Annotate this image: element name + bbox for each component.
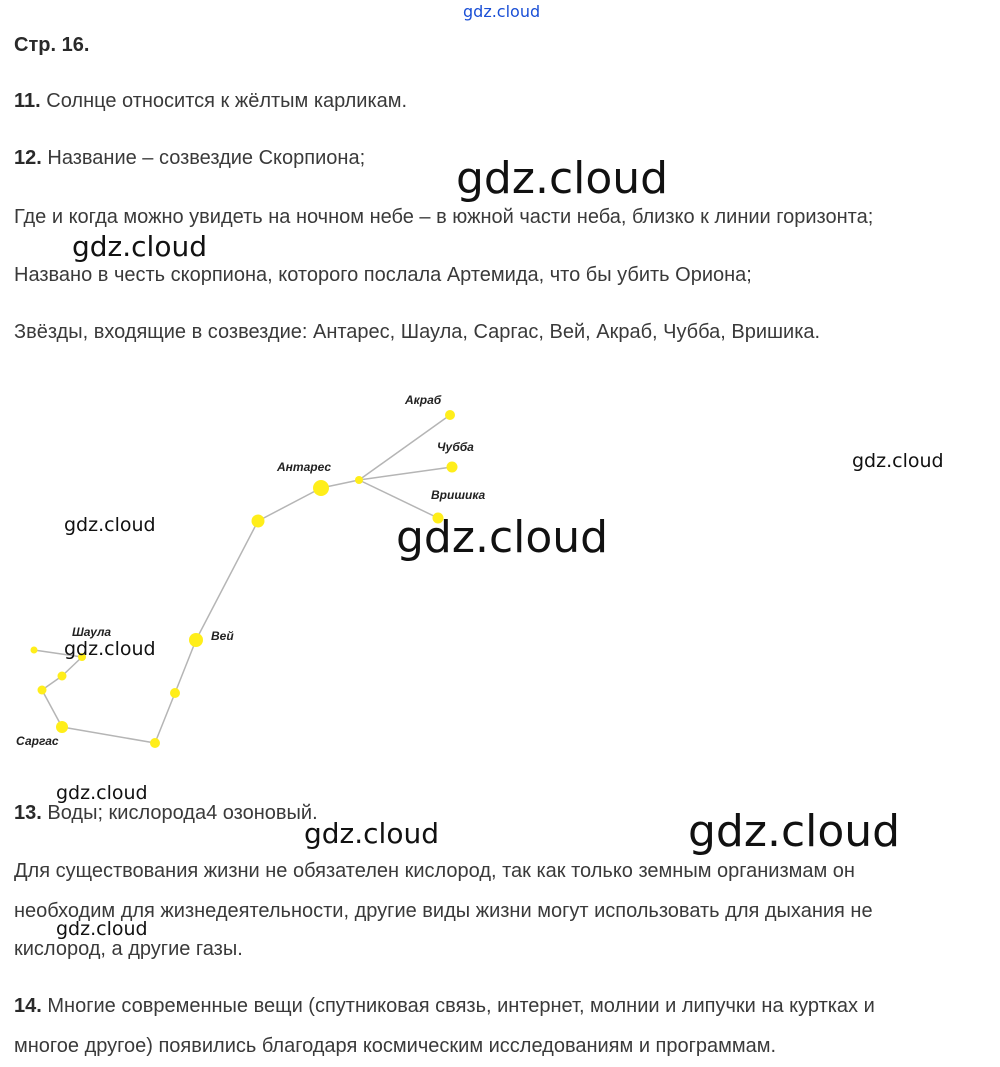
label-antares: Антарес xyxy=(277,460,332,474)
watermark: gdz.cloud xyxy=(304,817,439,850)
answer-13-line-3: кислород, а другие газы. xyxy=(14,938,243,960)
stars xyxy=(31,410,458,748)
label-vei: Вей xyxy=(211,629,234,643)
answer-11 xyxy=(14,90,407,113)
star-tail-3 xyxy=(38,686,47,695)
star-tail-2 xyxy=(150,738,160,748)
watermark: gdz.cloud xyxy=(56,782,148,804)
answer-number: 14. xyxy=(14,995,42,1017)
line-tail-2 xyxy=(155,693,175,743)
answer-14-line-2: многое другое) появились благодаря космическим исследованиям и программам. xyxy=(14,1035,777,1057)
page-number: Стр. 16. xyxy=(14,34,90,56)
watermark: gdz.cloud xyxy=(56,918,148,940)
answer-14-line-1 xyxy=(14,995,875,1018)
label-sargas: Саргас xyxy=(16,734,59,748)
scorpius-constellation-diagram xyxy=(0,380,520,770)
answer-text: Солнце относится к жёлтым карликам. xyxy=(46,90,408,112)
star-vei xyxy=(189,633,203,647)
line-antares-tail xyxy=(258,488,321,521)
answer-13-line-1: Для существования жизни не обязателен кислород, так как только земным организмам он xyxy=(14,860,855,882)
watermark-link[interactable]: gdz.cloud xyxy=(463,2,541,21)
answer-text: Название – созвездие Скорпиона; xyxy=(47,147,366,169)
label-shaula: Шаула xyxy=(72,625,112,639)
star-shaula xyxy=(31,647,38,654)
star-junction xyxy=(355,476,363,484)
answer-12-origin: Названо в честь скорпиона, которого послала Артемида, что бы убить Ориона; xyxy=(14,264,752,286)
line-vei xyxy=(196,521,258,640)
star-upper-body xyxy=(252,515,265,528)
answer-number: 11. xyxy=(14,90,41,112)
watermark: gdz.cloud xyxy=(396,512,609,563)
answer-text: Многие современные вещи (спутниковая связь, интернет, молнии и липучки на куртках и xyxy=(47,995,875,1017)
line-chubba xyxy=(359,467,452,480)
watermark: gdz.cloud xyxy=(456,153,669,204)
answer-13-title xyxy=(14,802,318,825)
watermark: gdz.cloud xyxy=(64,514,156,536)
watermark: gdz.cloud xyxy=(64,638,156,660)
star-tail-1 xyxy=(170,688,180,698)
watermark: gdz.cloud xyxy=(72,230,207,263)
line-tail-1 xyxy=(175,640,196,693)
star-labels xyxy=(16,393,486,748)
label-chubba: Чубба xyxy=(437,440,474,454)
star-antares xyxy=(313,480,329,496)
watermark: gdz.cloud xyxy=(688,806,901,857)
answer-number: 13. xyxy=(14,802,42,824)
star-akrab xyxy=(445,410,455,420)
label-vrishika: Вришика xyxy=(431,488,486,502)
answer-12-stars: Звёзды, входящие в созвездие: Антарес, Шаула, Саргас, Вей, Акраб, Чубба, Вришика. xyxy=(14,321,821,343)
answer-13-line-2: необходим для жизнедеятельности, другие виды жизни могут использовать для дыхания не xyxy=(14,900,873,922)
star-sargas xyxy=(56,721,68,733)
answer-text: Воды; кислорода4 озоновый. xyxy=(47,802,318,824)
watermark: gdz.cloud xyxy=(852,450,944,472)
line-sargas xyxy=(62,727,155,743)
label-akrab: Акраб xyxy=(405,393,442,407)
answer-number: 12. xyxy=(14,147,42,169)
constellation-lines xyxy=(34,415,452,743)
answer-12-title xyxy=(14,147,365,170)
star-tail-4 xyxy=(58,672,67,681)
star-chubba xyxy=(447,462,458,473)
answer-12-visibility: Где и когда можно увидеть на ночном небе – в южной части неба, близко к линии горизонта; xyxy=(14,206,874,228)
line-tail-3 xyxy=(42,690,62,727)
